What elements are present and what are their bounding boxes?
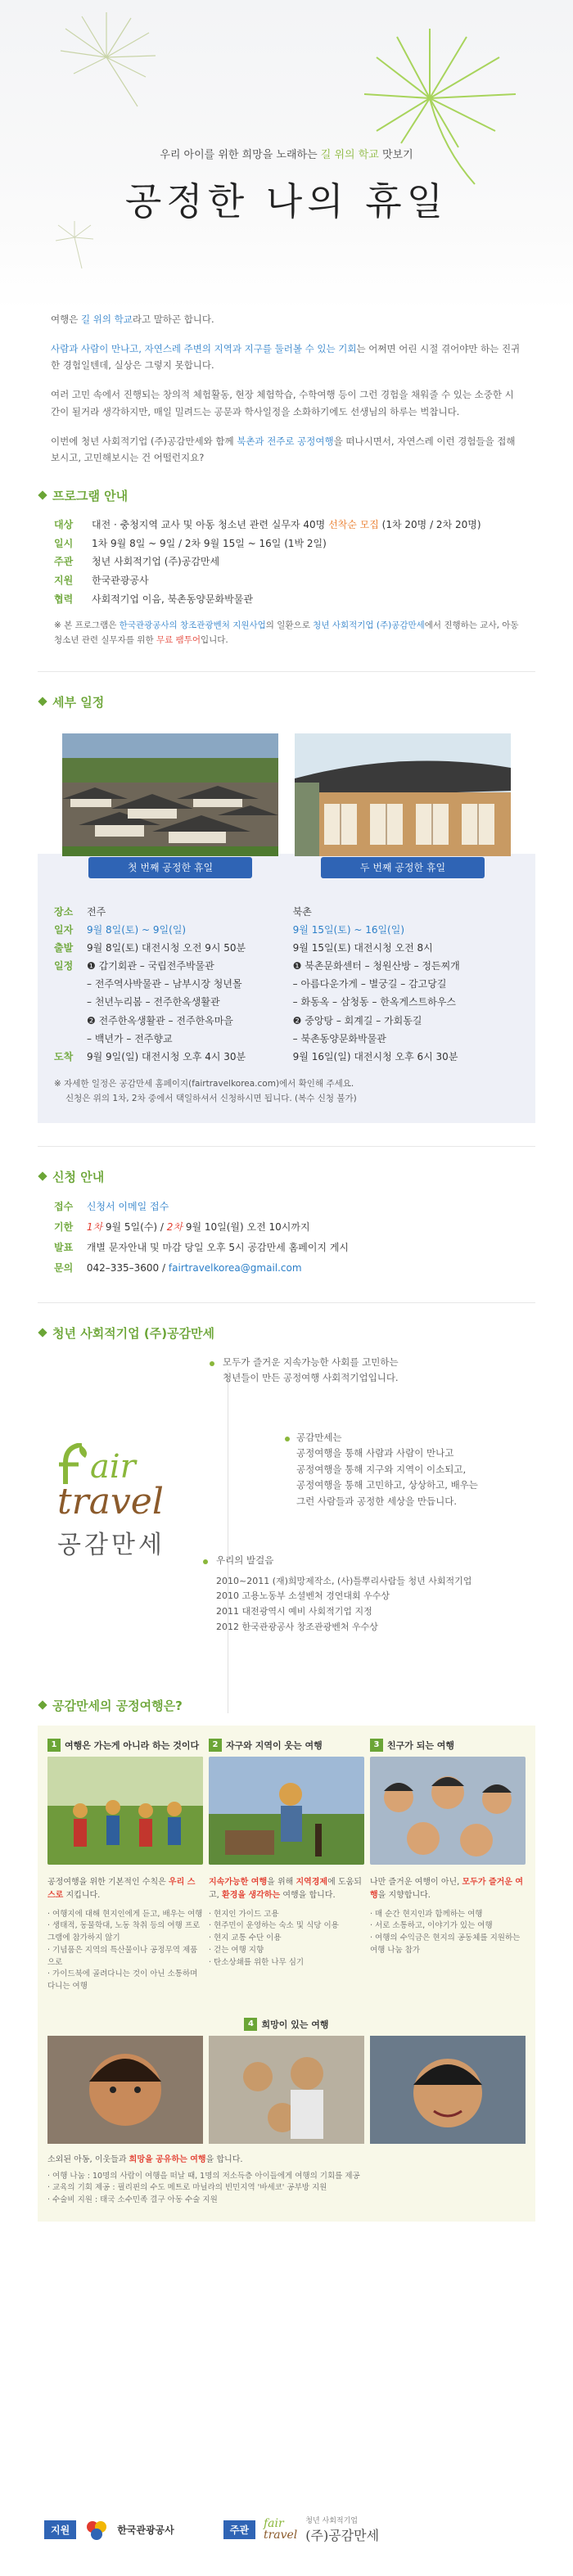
way-card-title: 친구가 되는 여행 <box>387 1739 455 1751</box>
way-card-header <box>47 1739 203 1752</box>
bullet-icon <box>203 1559 208 1564</box>
apply-heading-text: 신청 안내 <box>52 1169 105 1184</box>
schedule-value: 전주 <box>87 905 106 918</box>
intro-paragraph-2 <box>51 341 522 373</box>
apply-row-receive <box>54 1197 573 1217</box>
way-card-4 <box>47 2018 526 2207</box>
divider <box>38 1146 535 1147</box>
apply-key: 기한 <box>54 1221 74 1234</box>
schedule-value: 북촌 <box>292 905 312 918</box>
way-heading-text: 공감만세의 공정여행은? <box>52 1698 183 1713</box>
intro <box>0 311 573 466</box>
schedule-value: 9월 15일(토) 대전시청 오전 8시 <box>292 941 433 954</box>
row-key: 대상 <box>54 518 74 530</box>
schedule-key <box>54 1012 80 1030</box>
program-heading-text: 프로그램 안내 <box>52 488 129 503</box>
program-note <box>0 619 573 648</box>
page-title: 공정한 나의 휴일 <box>124 179 449 223</box>
note-text: 에서 진행하는 교사, 아동 청소년 관련 실무자를 위한 <box>54 620 519 645</box>
way-body-text: 소외된 아동, 이웃들과 <box>47 2154 129 2164</box>
note-highlight: 한국관광공사의 창조관광벤처 지원사업 <box>119 620 266 630</box>
way-card-4-photos <box>47 2036 526 2144</box>
schedule-value: 9월 15일(토) ~ 16일(일) <box>292 923 405 936</box>
divider <box>38 1302 535 1303</box>
apply-round-2: 2차 <box>166 1221 183 1234</box>
number-badge-1: 1 <box>47 1739 61 1752</box>
logo-korean-text: 공감만세 <box>57 1530 165 1559</box>
company-mission-text: 공감만세는 공정여행을 통해 사람과 사람이 만나고 공정여행을 통해 지구와 지역이 이소되고, 공정여행을 통해 고민하고, 상상하고, 배우는 그런 사람들과 공정한 세상을 만듭니다. <box>296 1431 478 1507</box>
schedule-row <box>54 921 286 939</box>
host-logo-fair: fair <box>263 2517 284 2530</box>
host-sub: 청년 사회적기업 <box>305 2517 359 2525</box>
schedule-row <box>54 1012 286 1030</box>
intro-text: 이번에 청년 사회적기업 (주)공감만세와 함께 <box>51 435 237 447</box>
apply-key: 문의 <box>54 1262 74 1274</box>
diamond-icon <box>38 491 47 500</box>
apply-key: 접수 <box>54 1200 74 1212</box>
host-tag: 주관 <box>223 2520 255 2539</box>
schedule-key: 도착 <box>54 1051 74 1063</box>
way-body-highlight: 우리 스스로 <box>47 1877 196 1900</box>
way-card-title: 자구와 지역이 웃는 여행 <box>226 1739 323 1751</box>
hero <box>0 0 573 311</box>
intro-highlight: 길 위의 학교 <box>80 314 133 325</box>
support-name: 한국관광공사 <box>117 2524 174 2536</box>
schedule-value: ❷ 전주한옥생활관 – 전주한옥마을 <box>87 1014 233 1026</box>
diamond-icon <box>38 1172 47 1181</box>
schedule-caption-2: 두 번째 공정한 휴일 <box>321 857 485 878</box>
way-card-body <box>47 2152 526 2164</box>
leaf-f-icon <box>57 1443 90 1486</box>
way-body-text: 나만 즐거운 여행이 아닌, <box>370 1877 462 1887</box>
schedule-value: – 전주역사박물관 – 남부시장 청년몰 <box>87 978 242 990</box>
way-card-header <box>209 1739 364 1752</box>
fairtravel-logo <box>57 1443 165 1560</box>
way-card-header <box>370 1739 526 1752</box>
logo-travel-text: travel <box>57 1480 164 1523</box>
schedule-key: 출발 <box>54 941 74 954</box>
schedule-note-1: ※ 자세한 일정은 공감만세 홈페이지(fairtravelkorea.com)에서 확인해 주세요. <box>54 1079 354 1089</box>
way-body-text: 을 합니다. <box>205 2154 243 2164</box>
way-heading <box>0 1697 573 1714</box>
schedule-row <box>54 903 286 921</box>
schedule-note-2: 신청은 위의 1차, 2차 중에서 택일하셔서 신청하시면 됩니다. (복수 신청 불가) <box>65 1094 357 1104</box>
intro-paragraph-3: 여러 고민 속에서 진행되는 창의적 체험활동, 현장 체험학습, 수학여행 등이 그런 경험을 채워줄 수 있는 소중한 시간이 될거라 생각하지만, 매일 밀려드는 공문과 학사일정을 소화하기에도 선생님의 하루는 벅찹니다. <box>51 389 514 417</box>
row-key: 지원 <box>54 575 74 587</box>
volunteer-children-photo <box>209 2036 364 2144</box>
schedule-value: 9월 9일(일) 대전시청 오후 4시 30분 <box>87 1051 246 1063</box>
schedule-value: 9월 8일(토) ~ 9일(일) <box>87 923 187 936</box>
child-portrait-photo-2 <box>370 2036 526 2144</box>
company-intro-text: 모두가 즐거운 지속가능한 사회를 고민하는 청년들이 만든 공정여행 사회적기업입니다. <box>223 1356 399 1384</box>
row-value-highlight: 선착순 모집 <box>328 518 379 530</box>
program-row-host <box>54 553 573 571</box>
way-body-text: 을 위해 <box>267 1877 296 1887</box>
schedule-value: 9월 16일(일) 대전시청 오후 6시 30분 <box>292 1051 458 1063</box>
way-body-text: 여행을 합니다. <box>280 1890 336 1900</box>
schedule-row <box>54 939 286 957</box>
company-heading-text: 청년 사회적기업 (주)공감만세 <box>52 1325 215 1341</box>
row-value <box>92 516 481 535</box>
row-value-text: (1차 20명 / 2차 20명) <box>378 518 481 530</box>
intro-text: 는 어쩌면 어린 시절 겪어야만 하는 진귀한 경험일텐데, 실상은 그렇지 못합니다. <box>51 343 521 372</box>
diamond-icon <box>38 1701 47 1710</box>
schedule-note <box>54 1077 519 1107</box>
way-card-list: · 현지인 가이드 고용 · 현주민이 운영하는 숙소 및 식당 이용 · 현지 교통 수단 이용 · 걷는 여행 지향 · 탄소상쇄를 위한 나무 심기 <box>209 1909 339 1967</box>
kicker-text: 우리 아이를 위한 희망을 노래하는 <box>160 149 321 161</box>
schedule-value: ❶ 갑기회관 – 국립전주박물관 <box>87 960 214 972</box>
apply-phone: 042–335–3600 / <box>86 1262 169 1274</box>
apply-round-1: 1차 <box>86 1221 103 1234</box>
apply-key: 발표 <box>54 1242 74 1254</box>
row-value: 사회적기업 이음, 북촌동양문화박물관 <box>92 593 253 606</box>
schedule-columns <box>54 903 519 1067</box>
way-body-highlight: 모두가 즐거운 여행 <box>370 1877 524 1900</box>
schedule-row <box>54 1030 286 1048</box>
apply-row-announce <box>54 1238 573 1258</box>
bullet-icon <box>210 1361 214 1366</box>
hero-kicker <box>0 146 573 161</box>
schedule-value: 9월 8일(토) 대전시청 오전 9시 50분 <box>87 941 246 954</box>
schedule-value: – 백년가 – 전주향교 <box>87 1032 173 1044</box>
apply-heading <box>0 1168 573 1185</box>
company-heading <box>0 1324 573 1342</box>
schedule-key: 일자 <box>54 923 74 936</box>
schedule-col-bukchon <box>286 903 519 1067</box>
schedule-key <box>54 1030 80 1048</box>
row-key: 협력 <box>54 593 74 606</box>
diamond-icon <box>38 697 47 706</box>
apply-row-contact <box>54 1258 573 1279</box>
apply-value: 9월 5일(수) / <box>102 1221 167 1234</box>
apply-value: 9월 10일(월) 오전 10시까지 <box>183 1221 310 1234</box>
way-card-body <box>209 1876 364 1902</box>
way-card-list: · 매 순간 현지인과 함께하는 여행 · 서로 소통하고, 이야기가 있는 여행 · 여행의 수익금은 현지의 공동체를 지원하는 여행 나눔 참가 <box>370 1909 521 1955</box>
program-row-date <box>54 535 573 553</box>
way-card-2 <box>209 1739 364 1993</box>
dandelion-illustration-right <box>352 25 524 188</box>
diamond-icon <box>38 1329 47 1338</box>
note-text: 입니다. <box>201 634 228 645</box>
schedule-heading <box>0 693 573 711</box>
apply-email-link[interactable]: fairtravelkorea@gmail.com <box>168 1262 302 1274</box>
schedule-value: – 천년누리봄 – 전주한옥생활관 <box>87 996 220 1008</box>
schedule-caption-1: 첫 번째 공정한 휴일 <box>88 857 252 878</box>
dandelion-illustration-left <box>49 8 164 115</box>
intro-highlight: 사람과 사람이 만나고, 자연스레 주변의 지역과 지구를 둘러볼 수 있는 기회 <box>51 343 357 355</box>
intro-text: 라고 말하곤 합니다. <box>132 314 214 325</box>
way-card-list: · 여행 나눔 : 10명의 사람이 여행을 떠날 때, 1명의 저소득층 아이들에게 여행의 기회를 제공 · 교육의 기회 제공 : 필리핀의 수도 메트로 마닐라의 빈민지역 '바세코' 공부방 지원 · 수술비 지원 : 태국 소수민족 결구 아동 수술 지원 <box>47 2171 360 2205</box>
schedule-value: ❷ 중앙탕 – 회계길 – 가회동길 <box>292 1014 422 1026</box>
company-history-list: 2010~2011 (재)희망제작소, (사)틀뿌리사람들 청년 사회적기업 2010 고용노동부 소셜벤처 경연대회 우수상 2011 대전광역시 예비 사회적기업 지정 2012 한국관광공사 창조관광벤처 우수상 <box>216 1575 472 1632</box>
host-text <box>305 2515 379 2544</box>
bullet-icon <box>285 1437 290 1441</box>
number-badge-4: 4 <box>244 2018 257 2031</box>
schedule-row <box>54 957 286 975</box>
jeonju-hanok-village-photo <box>62 733 278 856</box>
number-badge-2: 2 <box>209 1739 222 1752</box>
schedule-key: 일정 <box>54 960 74 972</box>
kicker-highlight: 길 위의 학교 <box>320 149 379 161</box>
way-body-highlight: 지속가능한 여행 <box>209 1877 268 1887</box>
schedule-value: – 화동옥 – 삼청동 – 한옥게스트하우스 <box>292 996 457 1008</box>
apply-value: 개별 문자안내 및 마감 당일 오후 5시 공감만세 홈페이지 게시 <box>86 1242 350 1254</box>
way-card-header <box>47 2018 526 2031</box>
photo-block-jeonju <box>62 733 278 878</box>
schedule-value: ❶ 북촌문화센터 – 청원산방 – 정든찌개 <box>292 960 460 972</box>
apply-row-deadline <box>54 1217 573 1238</box>
row-value: 1차 9월 8일 ~ 9일 / 2차 9월 15일 ~ 16일 (1박 2일) <box>92 537 327 549</box>
way-card-body <box>370 1876 526 1902</box>
tree-planting-photo <box>209 1757 364 1865</box>
company-history-title: 우리의 발걸음 <box>216 1554 274 1566</box>
way-card-list: · 여행지에 대해 현지인에게 듣고, 배우는 여행 · 생태적, 동물학대, 노동 착취 등의 여행 프로그램에 참가하지 않기 · 기념품은 지역의 특산물이나 공정무역 제품으로 · 가이드북에 골려다니는 것이 아닌 소통하며 다니는 여행 <box>47 1909 203 1991</box>
row-value: 청년 사회적기업 (주)공감만세 <box>92 556 220 568</box>
program-row-target <box>54 516 573 535</box>
footer <box>0 2497 573 2562</box>
travel-group-photo <box>47 1757 203 1865</box>
row-value-text: 대전 · 충청지역 교사 및 아동 청소년 관련 실무자 40명 <box>92 518 329 530</box>
row-value: 한국관광공사 <box>92 575 149 587</box>
way-card-3 <box>370 1739 526 1993</box>
divider <box>38 671 535 672</box>
logo-fair-text: air <box>90 1447 136 1486</box>
company-section <box>0 1353 573 1697</box>
way-body-text: 을 지향합니다. <box>377 1890 431 1900</box>
program-heading <box>0 487 573 504</box>
note-highlight: 무료 팸투어 <box>156 634 201 645</box>
way-section <box>38 1726 535 2222</box>
number-badge-3: 3 <box>370 1739 383 1752</box>
way-body-highlight: 환경을 생각하는 <box>222 1890 281 1900</box>
way-card-body <box>47 1876 203 1902</box>
way-body-highlight: 희망을 공유하는 여행 <box>129 2154 206 2164</box>
program-row-partner <box>54 590 573 609</box>
way-card-title: 희망이 있는 여행 <box>261 2019 329 2030</box>
schedule-row <box>54 993 286 1011</box>
program-row-support <box>54 571 573 590</box>
intro-text: 을 떠나시면서, 자연스레 이런 경험들을 접해보시고, 고민해보시는 건 어떨런지요? <box>51 435 516 463</box>
bukchon-hanok-photo <box>295 733 511 856</box>
way-card-title: 여행은 가는게 아니라 하는 것이다 <box>65 1739 200 1751</box>
schedule-key <box>54 993 80 1011</box>
support-tag: 지원 <box>44 2520 76 2539</box>
schedule-row <box>54 1048 286 1066</box>
photo-block-bukchon <box>295 733 511 878</box>
host-logo <box>264 2518 297 2541</box>
apply-value: 신청서 이메일 접수 <box>86 1200 169 1212</box>
program-info <box>0 516 573 609</box>
note-text: 의 일환으로 <box>265 620 314 630</box>
intro-text: 여행은 <box>51 314 81 325</box>
child-portrait-photo-1 <box>47 2036 203 2144</box>
schedule-key: 장소 <box>54 905 74 918</box>
dandelion-seed-small <box>54 221 95 270</box>
way-row-1 <box>47 1739 526 1993</box>
intro-paragraph-1 <box>51 311 522 327</box>
kicker-text-end: 맛보기 <box>378 149 413 161</box>
schedule-value: – 아름다운가게 – 별궁길 – 감고당길 <box>292 978 447 990</box>
kto-logo-icon <box>84 2517 109 2542</box>
intro-paragraph-4 <box>51 433 522 466</box>
way-card-1 <box>47 1739 203 1993</box>
children-group-photo <box>370 1757 526 1865</box>
note-text: ※ 본 프로그램은 <box>54 620 120 630</box>
schedule-heading-text: 세부 일정 <box>52 694 105 710</box>
schedule-col-jeonju <box>54 903 286 1067</box>
way-body-highlight: 지역경제 <box>296 1877 328 1887</box>
schedule-details <box>38 854 535 1123</box>
schedule-value: – 북촌동양문화박물관 <box>292 1032 386 1044</box>
row-key: 일시 <box>54 537 74 549</box>
schedule-row <box>54 975 286 993</box>
row-key: 주관 <box>54 556 74 568</box>
note-highlight: 청년 사회적기업 (주)공감만세 <box>313 620 425 630</box>
way-body-text: 에 도움되고, <box>209 1877 362 1900</box>
apply-info <box>0 1197 573 1279</box>
host-name: (주)공감만세 <box>305 2528 380 2543</box>
schedule-key <box>54 975 80 993</box>
intro-highlight: 북촌과 전주로 공정여행 <box>237 435 334 447</box>
way-body-text: 지킵니다. <box>63 1890 101 1900</box>
host-logo-travel: travel <box>263 2529 298 2542</box>
way-body-text: 공정여행을 위한 기본적인 수칙은 <box>47 1877 169 1887</box>
